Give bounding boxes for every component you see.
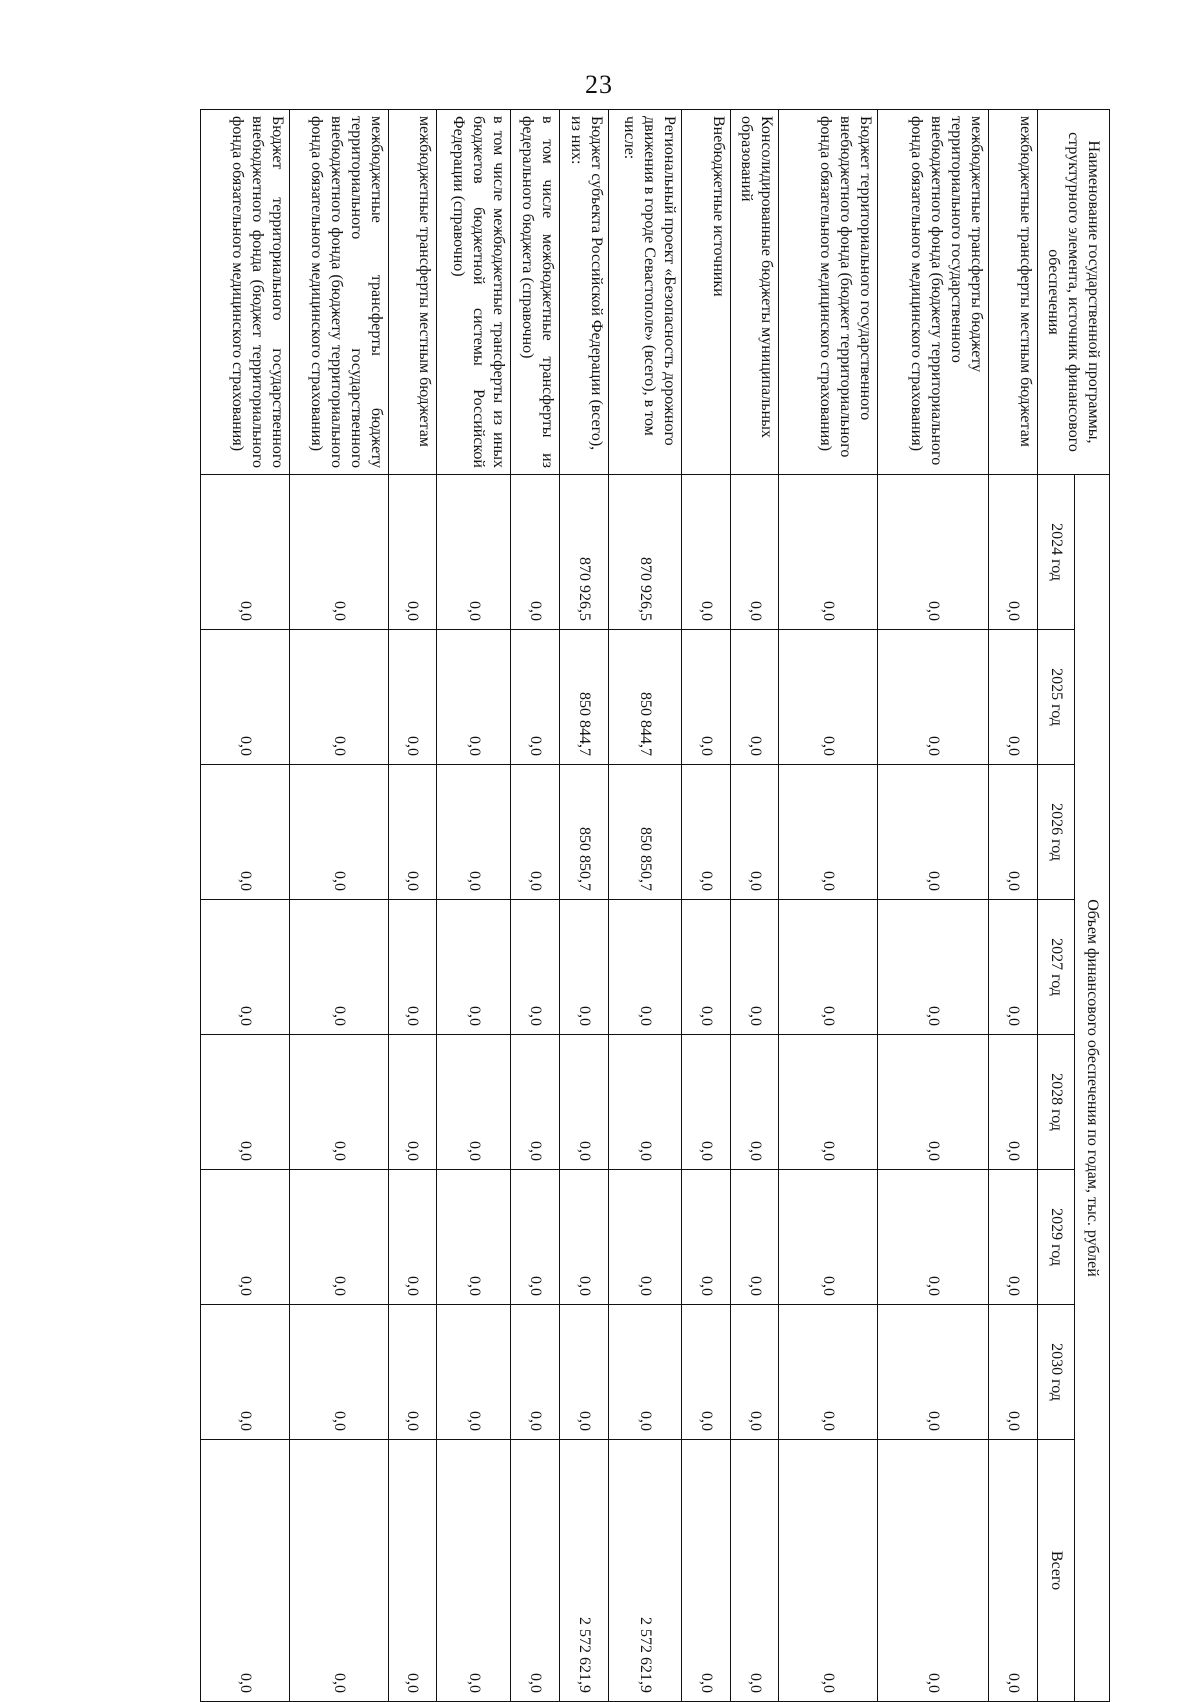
row-label: межбюджетные трансферты бюджету территориального государственного внебюджетного фонда (бюджету территориального фонда обязательного медицинского страхования) xyxy=(878,110,989,475)
value-cell: 0,0 xyxy=(388,630,437,765)
value-cell: 0,0 xyxy=(388,900,437,1035)
value-cell: 0,0 xyxy=(682,1305,731,1440)
value-cell: 0,0 xyxy=(437,765,511,900)
value-cell: 850 844,7 xyxy=(560,630,609,765)
total-cell: 0,0 xyxy=(779,1440,878,1702)
value-cell: 0,0 xyxy=(437,1170,511,1305)
value-cell: 0,0 xyxy=(989,475,1038,630)
value-cell: 850 850,7 xyxy=(608,765,681,900)
value-cell: 0,0 xyxy=(779,765,878,900)
value-cell: 0,0 xyxy=(290,475,389,630)
value-cell: 0,0 xyxy=(201,630,290,765)
value-cell: 0,0 xyxy=(201,1305,290,1440)
value-cell: 0,0 xyxy=(878,475,989,630)
row-label: Бюджет субъекта Российской Федерации (всего), из них: xyxy=(560,110,609,475)
value-cell: 0,0 xyxy=(779,1170,878,1305)
value-cell: 870 926,5 xyxy=(560,475,609,630)
value-cell: 0,0 xyxy=(560,1170,609,1305)
value-cell: 0,0 xyxy=(437,630,511,765)
total-cell: 0,0 xyxy=(388,1440,437,1702)
rotated-table-container xyxy=(200,109,1110,1694)
row-label: Региональный проект «Безопасность дорожного движения в городе Севастополе» (всего), в том числе: xyxy=(608,110,681,475)
year-header: 2029 год xyxy=(1038,1170,1075,1305)
value-cell: 0,0 xyxy=(878,1305,989,1440)
value-cell: 0,0 xyxy=(388,1170,437,1305)
value-cell: 0,0 xyxy=(437,900,511,1035)
total-cell: 0,0 xyxy=(878,1440,989,1702)
value-cell: 0,0 xyxy=(779,630,878,765)
value-cell: 0,0 xyxy=(201,1170,290,1305)
year-header: 2028 год xyxy=(1038,1035,1075,1170)
table-row xyxy=(779,110,878,1702)
value-cell: 850 844,7 xyxy=(608,630,681,765)
value-cell: 0,0 xyxy=(290,1170,389,1305)
value-cell: 0,0 xyxy=(779,1305,878,1440)
value-cell: 0,0 xyxy=(779,475,878,630)
value-cell: 0,0 xyxy=(511,1035,560,1170)
value-cell: 0,0 xyxy=(682,765,731,900)
value-cell: 0,0 xyxy=(511,475,560,630)
value-cell: 0,0 xyxy=(878,900,989,1035)
row-label: межбюджетные трансферты местным бюджетам xyxy=(388,110,437,475)
value-cell: 0,0 xyxy=(730,1305,779,1440)
total-cell: 2 572 621,9 xyxy=(560,1440,609,1702)
value-cell: 0,0 xyxy=(682,1170,731,1305)
table-row xyxy=(388,110,437,1702)
value-cell: 0,0 xyxy=(989,765,1038,900)
value-cell: 0,0 xyxy=(608,1305,681,1440)
row-label: Бюджет территориального государственного внебюджетного фонда (бюджет территориального фонда обязательного медицинского страхования) xyxy=(779,110,878,475)
value-cell: 0,0 xyxy=(560,1305,609,1440)
value-cell: 0,0 xyxy=(682,900,731,1035)
row-label: в том числе межбюджетные трансферты из иных бюджетов бюджетной системы Российской Федерации (справочно) xyxy=(437,110,511,475)
value-cell: 0,0 xyxy=(730,765,779,900)
value-cell: 0,0 xyxy=(201,1035,290,1170)
name-column-header: Наименование государственной программы, структурного элемента, источник финансового обеспечения xyxy=(1038,110,1110,475)
value-cell: 0,0 xyxy=(290,630,389,765)
value-cell: 0,0 xyxy=(779,900,878,1035)
value-cell: 0,0 xyxy=(878,765,989,900)
row-label: межбюджетные трансферты местным бюджетам xyxy=(989,110,1038,475)
table-row xyxy=(878,110,989,1702)
year-header: 2027 год xyxy=(1038,900,1075,1035)
financing-group-header: Объем финансового обеспечения по годам, тыс. рублей xyxy=(1075,475,1110,1702)
table-row xyxy=(682,110,731,1702)
value-cell: 0,0 xyxy=(388,1305,437,1440)
row-label: в том числе межбюджетные трансферты из федерального бюджета (справочно) xyxy=(511,110,560,475)
value-cell: 0,0 xyxy=(511,630,560,765)
value-cell: 0,0 xyxy=(682,475,731,630)
value-cell: 0,0 xyxy=(290,1305,389,1440)
row-label: Консолидированные бюджеты муниципальных образований xyxy=(730,110,779,475)
value-cell: 0,0 xyxy=(989,1305,1038,1440)
value-cell: 0,0 xyxy=(989,900,1038,1035)
value-cell: 0,0 xyxy=(989,1170,1038,1305)
table-row xyxy=(608,110,681,1702)
value-cell: 0,0 xyxy=(730,1170,779,1305)
year-header: 2026 год xyxy=(1038,765,1075,900)
value-cell: 0,0 xyxy=(511,765,560,900)
table-row xyxy=(290,110,389,1702)
value-cell: 0,0 xyxy=(779,1035,878,1170)
value-cell: 0,0 xyxy=(608,1035,681,1170)
value-cell: 870 926,5 xyxy=(608,475,681,630)
value-cell: 0,0 xyxy=(201,765,290,900)
value-cell: 0,0 xyxy=(682,1035,731,1170)
value-cell: 0,0 xyxy=(290,765,389,900)
total-cell: 0,0 xyxy=(201,1440,290,1702)
total-header: Всего xyxy=(1038,1440,1075,1702)
value-cell: 0,0 xyxy=(437,1035,511,1170)
value-cell: 0,0 xyxy=(437,475,511,630)
value-cell: 0,0 xyxy=(608,1170,681,1305)
table-row xyxy=(201,110,290,1702)
year-header: 2030 год xyxy=(1038,1305,1075,1440)
page-number: 23 xyxy=(585,70,613,99)
value-cell: 0,0 xyxy=(560,900,609,1035)
total-cell: 2 572 621,9 xyxy=(608,1440,681,1702)
table-row xyxy=(730,110,779,1702)
row-label: межбюджетные трансферты бюджету территориального государственного внебюджетного фонда (бюджету территориального фонда обязательного медицинского страхования) xyxy=(290,110,389,475)
value-cell: 0,0 xyxy=(201,900,290,1035)
table-row xyxy=(437,110,511,1702)
table-row xyxy=(989,110,1038,1702)
value-cell: 0,0 xyxy=(608,900,681,1035)
row-label: Внебюджетные источники xyxy=(682,110,731,475)
total-cell: 0,0 xyxy=(511,1440,560,1702)
value-cell: 0,0 xyxy=(730,900,779,1035)
value-cell: 0,0 xyxy=(290,1035,389,1170)
value-cell: 0,0 xyxy=(878,630,989,765)
value-cell: 0,0 xyxy=(730,630,779,765)
value-cell: 0,0 xyxy=(511,900,560,1035)
value-cell: 0,0 xyxy=(730,475,779,630)
value-cell: 0,0 xyxy=(878,1170,989,1305)
total-cell: 0,0 xyxy=(682,1440,731,1702)
value-cell: 850 850,7 xyxy=(560,765,609,900)
value-cell: 0,0 xyxy=(388,1035,437,1170)
value-cell: 0,0 xyxy=(437,1305,511,1440)
value-cell: 0,0 xyxy=(511,1305,560,1440)
value-cell: 0,0 xyxy=(290,900,389,1035)
table-row xyxy=(560,110,609,1702)
table-row xyxy=(511,110,560,1702)
total-cell: 0,0 xyxy=(730,1440,779,1702)
value-cell: 0,0 xyxy=(560,1035,609,1170)
value-cell: 0,0 xyxy=(201,475,290,630)
total-cell: 0,0 xyxy=(290,1440,389,1702)
financing-table xyxy=(200,109,1110,1702)
total-cell: 0,0 xyxy=(437,1440,511,1702)
value-cell: 0,0 xyxy=(989,1035,1038,1170)
value-cell: 0,0 xyxy=(388,765,437,900)
value-cell: 0,0 xyxy=(388,475,437,630)
value-cell: 0,0 xyxy=(730,1035,779,1170)
row-label: Бюджет территориального государственного внебюджетного фонда (бюджет территориального фонда обязательного медицинского страхования) xyxy=(201,110,290,475)
year-header: 2024 год xyxy=(1038,475,1075,630)
value-cell: 0,0 xyxy=(989,630,1038,765)
year-header: 2025 год xyxy=(1038,630,1075,765)
value-cell: 0,0 xyxy=(682,630,731,765)
total-cell: 0,0 xyxy=(989,1440,1038,1702)
value-cell: 0,0 xyxy=(511,1170,560,1305)
value-cell: 0,0 xyxy=(878,1035,989,1170)
